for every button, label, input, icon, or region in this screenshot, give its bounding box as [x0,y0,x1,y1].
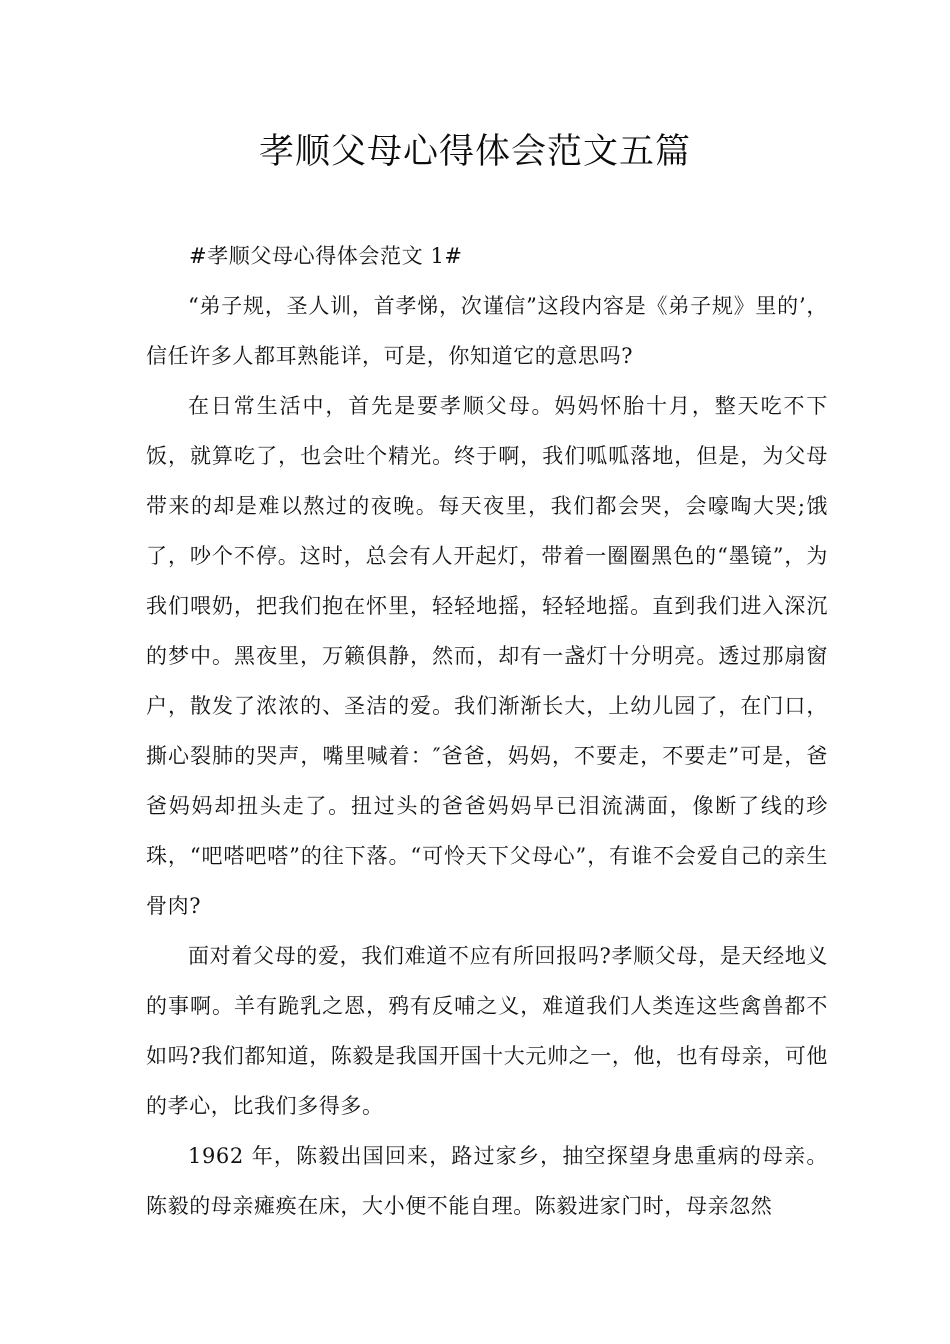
paragraph-4: 1962 年，陈毅出国回来，路过家乡，抽空探望身患重病的母亲。陈毅的母亲瘫痪在床，大小便不能自理。陈毅进家门时，母亲忽然 [146,1144,828,1218]
section-heading: #孝顺父母心得体会范文 1# [189,244,463,268]
document-body [146,231,828,1231]
paragraph-1: “弟子规，圣人训，首孝悌，次谨信”这段内容是《弟子规》里的’，信任许多人都耳熟能详，可是，你知道它的意思吗? [146,294,828,368]
paragraph-3: 面对着父母的爱，我们难道不应有所回报吗?孝顺父母，是天经地义的事啊。羊有跪乳之恩，鸦有反哺之义，难道我们人类连这些禽兽都不如吗?我们都知道，陈毅是我国开国十大元帅之一，他，也有母亲，可他的孝心，比我们多得多。 [146,944,828,1118]
paragraph-2: 在日常生活中，首先是要孝顺父母。妈妈怀胎十月，整天吃不下饭，就算吃了，也会吐个精光。终于啊，我们呱呱落地，但是，为父母带来的却是难以熬过的夜晚。每天夜里，我们都会哭，会嚎啕大哭;饿了，吵个不停。这时，总会有人开起灯，带着一圈圈黑色的“墨镜”，为我们喂奶，把我们抱在怀里，轻轻地摇，轻轻地摇。直到我们进入深沉的梦中。黑夜里，万籁俱静，然而，却有一盏灯十分明亮。透过那扇窗户，散发了浓浓的、圣洁的爱。我们渐渐长大，上幼儿园了，在门口，撕心裂肺的哭声，嘴里喊着：″爸爸，妈妈，不要走，不要走”可是，爸爸妈妈却扭头走了。扭过头的爸爸妈妈早已泪流满面，像断了线的珍珠，“吧嗒吧嗒”的往下落。“可怜天下父母心”，有谁不会爱自己的亲生骨肉? [146,394,828,918]
document-title: 孝顺父母心得体会范文五篇 [258,132,691,172]
